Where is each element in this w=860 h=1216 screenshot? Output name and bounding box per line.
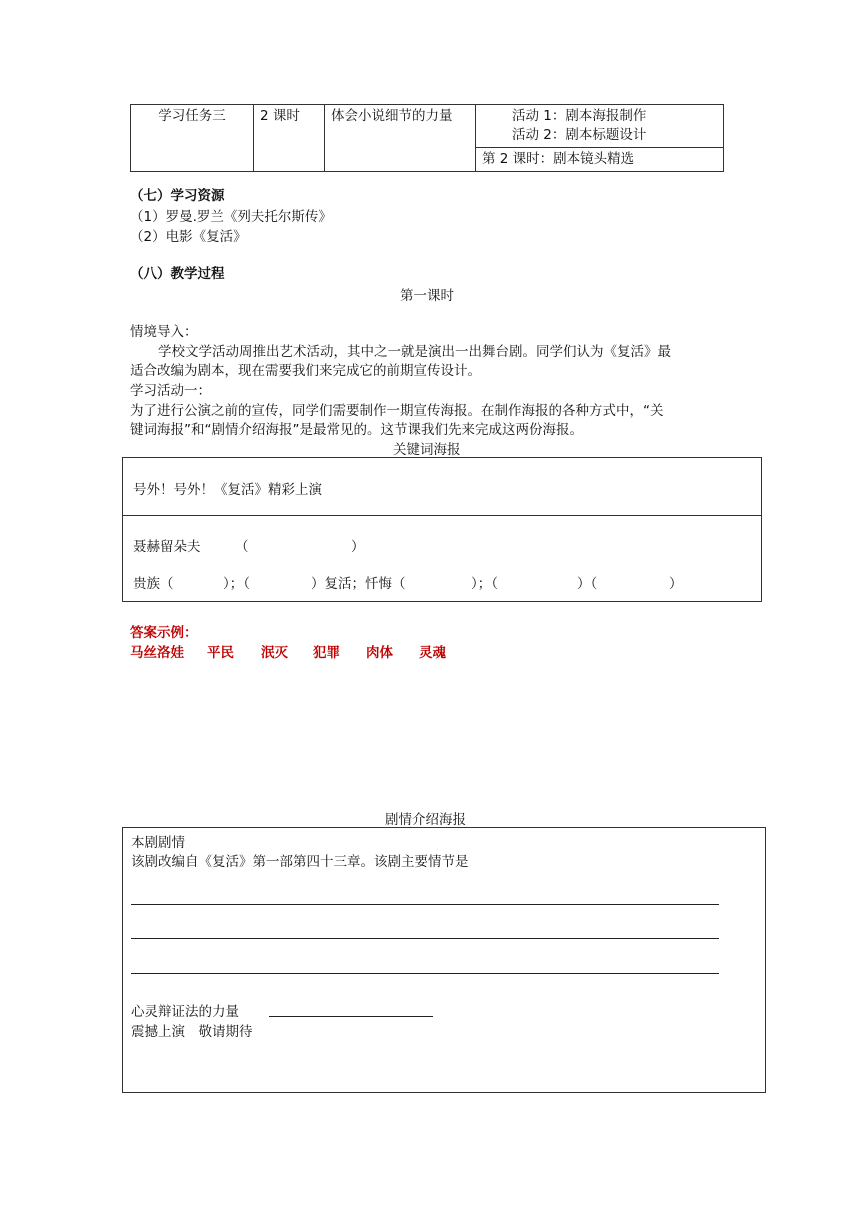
keyword-poster-box <box>122 457 762 602</box>
plot-poster-title: 剧情介绍海报 <box>385 812 466 828</box>
lesson-title: 第一课时 <box>400 288 454 304</box>
slogan-blank-line[interactable] <box>269 1016 433 1017</box>
activity-cell <box>476 105 724 148</box>
activity-2: 活动 2：剧本标题设计 <box>512 127 647 143</box>
intro-label: 情境导入： <box>130 324 198 340</box>
lesson2-cell: 第 2 课时：剧本镜头精选 <box>476 148 724 172</box>
answer-word-1: 马丝洛娃 <box>130 645 184 661</box>
plot-line-2: 该剧改编自《复活》第一部第四十三章。该剧主要情节是 <box>131 854 469 870</box>
process-heading: （八）教学过程 <box>130 266 225 282</box>
plot-blank-line-2[interactable] <box>131 938 719 939</box>
task-table <box>130 104 724 172</box>
answer-word-3: 泯灭 <box>261 645 288 661</box>
plot-closing: 震撼上演 敬请期待 <box>131 1024 253 1040</box>
plot-poster-box <box>122 827 766 1093</box>
answer-word-5: 肉体 <box>366 645 393 661</box>
theme-cell: 体会小说细节的力量 <box>325 105 476 172</box>
keyword-headline: 号外！号外！《复活》精彩上演 <box>133 482 322 498</box>
keyword-row-c: ）复活；忏悔（ <box>311 576 406 592</box>
hours-cell: 2 课时 <box>254 105 325 172</box>
intro-line-1: 学校文学活动周推出艺术活动，其中之一就是演出一出舞台剧。同学们认为《复活》最 <box>158 344 671 360</box>
keyword-row-a: 贵族（ <box>133 576 174 592</box>
resources-heading: （七）学习资源 <box>130 188 225 204</box>
keyword-name-open: （ <box>235 539 249 555</box>
activity-label: 学习活动一： <box>130 383 211 399</box>
keyword-row-f: ） <box>669 576 683 592</box>
keyword-row-d: ）；（ <box>471 576 498 592</box>
keyword-row-e: ）（ <box>577 576 598 592</box>
task-cell: 学习任务三 <box>131 105 254 172</box>
keyword-row-b: ）；（ <box>223 576 250 592</box>
keyword-poster-title: 关键词海报 <box>393 442 461 458</box>
keyword-name-close: ） <box>351 539 365 555</box>
plot-blank-line-1[interactable] <box>131 904 719 905</box>
activity-line-1: 为了进行公演之前的宣传，同学们需要制作一期宣传海报。在制作海报的各种方式中，“关 <box>130 403 664 419</box>
intro-line-2: 适合改编为剧本，现在需要我们来完成它的前期宣传设计。 <box>130 363 481 379</box>
answer-word-6: 灵魂 <box>419 645 446 661</box>
answer-word-4: 犯罪 <box>313 645 340 661</box>
plot-blank-line-3[interactable] <box>131 973 719 974</box>
answer-word-2: 平民 <box>207 645 234 661</box>
resource-item-2: （2）电影《复活》 <box>130 229 247 245</box>
keyword-name: 聂赫留朵夫 <box>133 539 201 555</box>
resource-item-1: （1）罗曼.罗兰《列夫托尔斯传》 <box>130 209 332 225</box>
answer-label: 答案示例： <box>130 625 198 641</box>
keyword-divider <box>123 515 761 516</box>
plot-slogan: 心灵辩证法的力量 <box>131 1004 239 1020</box>
plot-line-1: 本剧剧情 <box>131 835 185 851</box>
activity-1: 活动 1：剧本海报制作 <box>512 108 647 124</box>
activity-line-2: 键词海报”和“剧情介绍海报”是最常见的。这节课我们先来完成这两份海报。 <box>130 422 583 438</box>
